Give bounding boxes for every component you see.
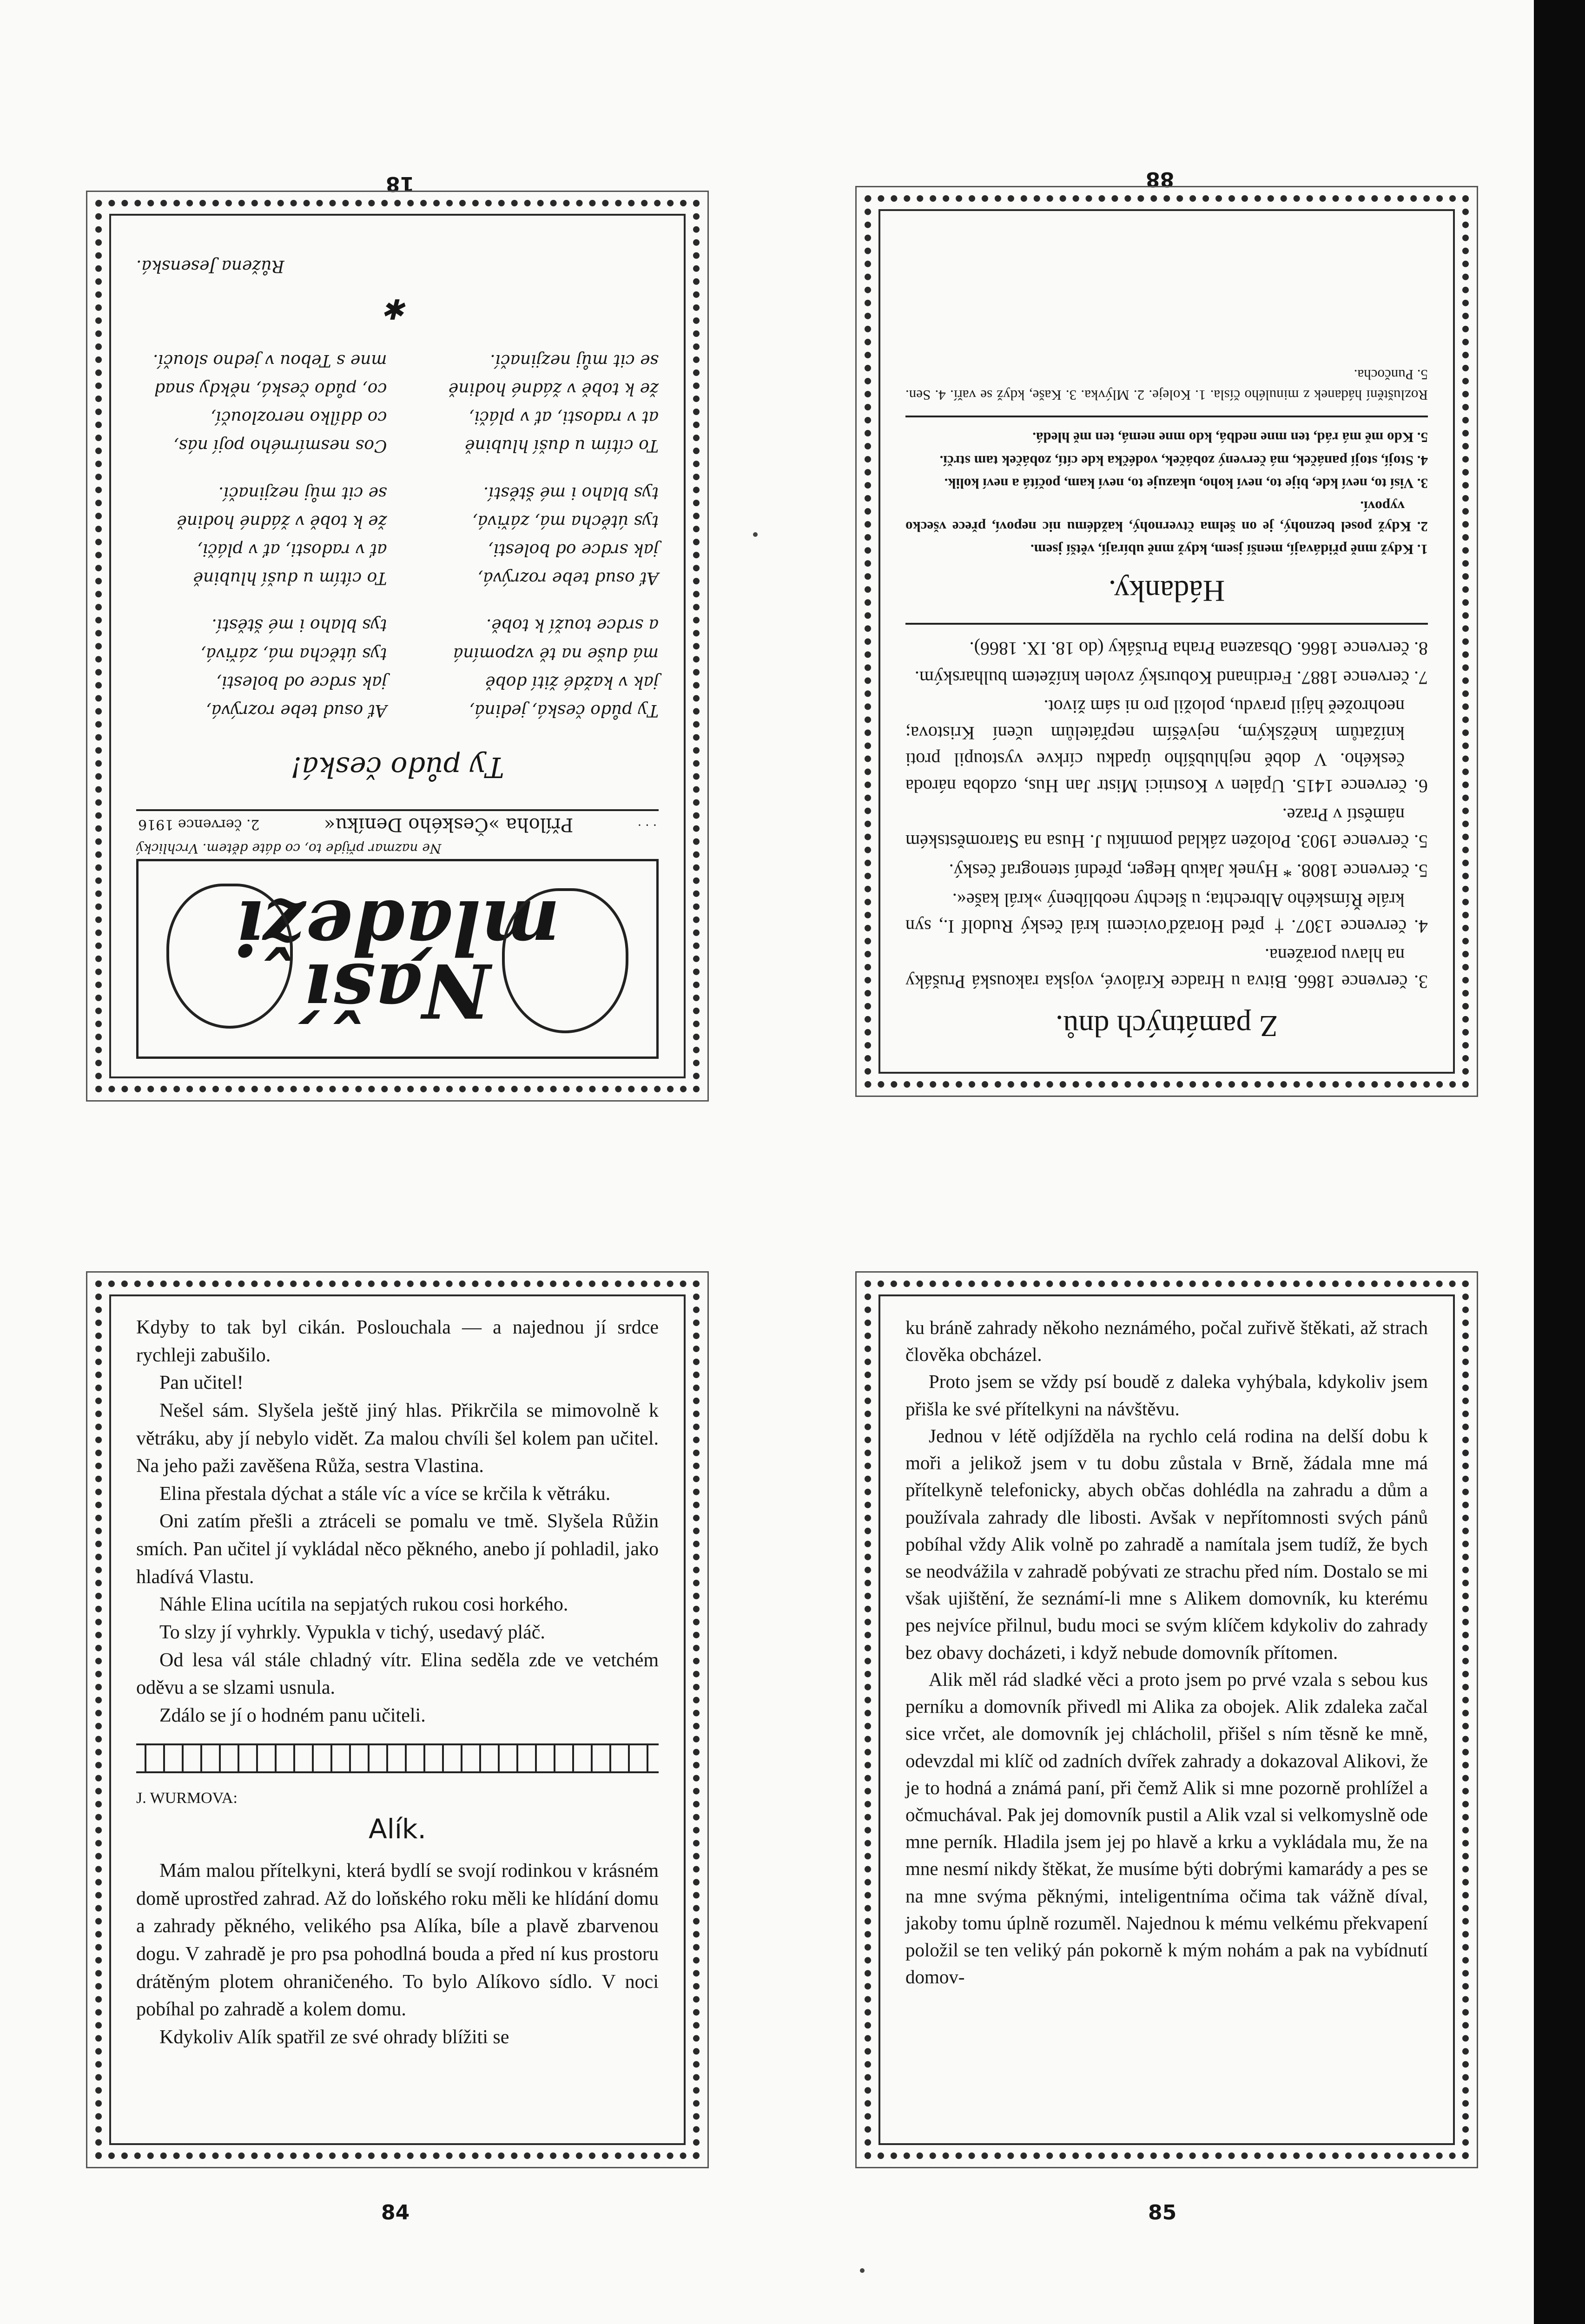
riddles-title: Hádanky.: [1108, 574, 1225, 608]
supplement-panel: [95, 200, 700, 1092]
memorial-item: 5. července 1808. * Hynek Jakub Heger, přední stenograf český.: [949, 860, 1428, 882]
story-text-left: Kdyby to tak byl cikán. Poslouchala — a najednou jí srdce rychleji zabušilo. Pan učitel! Nešel sám. Slyšela ještě jiný hlas. Přikrčila se mimovolně k větráku, aby jí nebylo vidět. Za malou chvíli šel kolem pan učitel. Na jeho paži zavěšena Růža, sestra Vlastina. Elina přestala dýchat a stále víc a více se krčila k větráku. Oni zatím přešli a ztráceli se pomalu ve tmě. Slyšela Růžin smích. Pan učitel jí vykládal něco pěkného, anebo jí pohladil, jako hladívá Vlastu. Náhle Elina ucítila na sepjatých rukou cosi horkého. To slzy jí vyhrkly. Vypukla v tichý, usedavý pláč. Od lesa vál stále chladný vítr. Elina seděla zde ve vetchém oděvu a se slzami usnula. Zdálo se jí o hodném panu učiteli. J. WURMOVA: Alík. Mám malou přítelkyni, která bydlí se svojí rodinkou v krásném domě uprostřed zahrad. Až do loňského roku měli ke hlídání domu a zahrady pěkného, velikého psa Alíka, bíle a plavě zbarvenou dogu. V zahradě je pro psa pohodlná bouda a před ní kus prostoru drátěným plotem ohraničeného. To bylo Alíkovo sídlo. V noci pobíhal po zahradě a kolem domu. Kdykoliv Alík spatřil ze své ohrady blížiti se: [136, 1317, 659, 2048]
page-number: 18: [386, 172, 415, 196]
riddle: 1. Když mně přidávají, menší jsem, když mně ubírají, větší jsem.: [1030, 541, 1428, 558]
memorial-panel: [865, 195, 1469, 1088]
poem-title: Ty půdo česká!: [291, 751, 504, 783]
memorial-item: 3. července 1866. Bitva u Hradce Králové, vojska rakouská Prušáky na hlavu poražena.: [905, 945, 1428, 993]
story-panel-left: [95, 1281, 700, 2159]
memorial-item: 4. července 1307. † před Horažďovicemi král český Rudolf I., syn krále Římského Albrechta; u šlechty neoblíbený »král kaše«.: [905, 889, 1428, 937]
supplement-date: 2. července 1916: [138, 816, 260, 833]
poem: [136, 252, 659, 791]
scan-speck: [860, 2268, 865, 2273]
scan-edge: [1534, 0, 1585, 2324]
section-rule: [905, 416, 1428, 417]
asterisk-ornament: ✱: [385, 292, 409, 325]
boy-portrait: [166, 884, 293, 1029]
riddle: 4. Stojí, stojí panáček, má červený zobáček, vodéčka kde cítí, zobáček tam strčí.: [939, 452, 1428, 469]
scan-speck: [753, 532, 758, 537]
supplement-label: Příloha »Českého Deníku«: [324, 814, 574, 835]
section-rule: [905, 623, 1428, 625]
supplement-subline: · · · Příloha »Českého Deníku« 2. července 1916: [136, 809, 659, 838]
story-panel-right: [865, 1281, 1469, 2159]
riddle: 5. Kdo mě má rád, ten mne nedbá, kdo mne nemá, ten mě hledá.: [1032, 429, 1428, 446]
memorial-title: Z památných dnů.: [1055, 1009, 1278, 1043]
memorial-item: 5. července 1903. Položen základ pomníku J. Husa na Staroměstském náměstí v Praze.: [905, 805, 1428, 852]
riddle: 2. Když posel beznohý, je on šelma čtvernohý, každému nic nepoví, přece všecko vypoví.: [905, 498, 1428, 535]
page-number: 88: [1146, 167, 1175, 191]
masthead: [136, 859, 659, 1059]
riddle: 3. Visí to, neví kde, bije to, neví koho, ukazuje to, neví kam, počítá a neví kolik.: [944, 475, 1428, 492]
poem-column-left: Ty půdo česká, jediná, jak v každé žití době má duše na tě vzpomíná a srdce touží k tobě. Ať osud tebe rozrývá, jak srdce od bolesti, tys útěcha má, zářivá, tys blaho i mé štěstí. To cítím u duší hlubině at v radosti, ať v pláči, že k tobě v žádné hodině se cit můj nezjinačí.: [448, 350, 659, 720]
girl-portrait: [502, 888, 628, 1033]
memorial-item: 8. července 1866. Obsazena Praha Prušáky (do 18. IX. 1866).: [969, 638, 1428, 659]
poem-column-right: Ať osud tebe rozrývá, jak srdce od bolesti, tys útěcha má, zářivá, tys blaho i mé štěstí. To cítím u duší hlubině ať v radosti, ať v pláči, že k tobě v žádné hodině se cit můj nezjinačí. Cos nesmírného pojí nás, co ddílko nerozloučí, co, půdo česká, někdy snad mne s Tebou v jedno sloučí.: [153, 350, 387, 720]
masthead-title: Naší mládeži: [235, 884, 560, 1034]
story-author: J. WURMOVA:: [136, 1789, 238, 1807]
story-text-right: ku bráně zahrady někoho neznámého, počal zuřivě štěkati, až strach člověka obcházel. Proto jsem se vždy psí boudě z daleka vyhýbala, kdykoliv jsem přišla ke své přítelkyni na návštěvu. Jednou v létě odjížděla na rychlo celá rodina na delší dobu k moři a jelikož jsem v tu dobu zůstala v Brně, žádala mne má přítelkyně telefonicky, abych občas dohlédla na zahradu a dům a používala zahrady dle libosti. Avšak v nepřítomnosti svých pánů pobíhal vždy Alik volně po zahradě a namítala jsem tudíž, že bych se neodvážila v zahradě pobývati ze strachu před ním. Dostalo se mi však ujištění, že seznámí-li mne s Alikem domovník, ku kterému pes nejvíce přilnul, budu moci se svým klíčem kdykoliv do zahrady bez obavy docházeti, i když nebude domovník přítomen. Alik měl rád sladké věci a proto jsem po prvé vzala s sebou kus perníku a domovník přivedl mi Alika za obojek. Alik zdaleka začal sice vrčet, ale domovník jej chlácholil, přišel s ním těsně ke mně, odevzdal mi klíč od zadních dvířek zahrady a dokazoval Alikovi, že je to hodná a známá paní, při čemž Alik si mne pozorně prohlížel a očmuchával. Pak jej domovník pustil a Alik vzal si velkomyslně ode mne perník. Hladila jsem jej po hlavě a krku a vykládala mu, že na mne nesmí nikdy štěkat, že musíme býti dobrými kamarády a pes se na mne svýma pěknými, inteligentníma očima tak vážně díval, jakoby tomu úplně rozuměl. Najednou k mému velkému překvapení položil se ten veliký pán pokorně k mým nohám a pak na vybídnutí domov-: [905, 1317, 1428, 1988]
page-number: 85: [1148, 2201, 1177, 2225]
poem-author: Růžena Jesenská.: [136, 256, 284, 276]
memorial-item: 6. července 1415. Upálen v Kostnici Mistr Jan Hus, ozdoba národa českého. V době nejhlubšího úpadku církve vystoupil proti knížatům kněžským, nejvěším nepřátelům učení Kristova; neohrožeě hájil pravdu, položil pro ni sám život.: [905, 696, 1428, 797]
motto: Ne nazmar přijde to, co dáte dětem. Vrchlický: [136, 841, 442, 856]
story-title: Alík.: [369, 1813, 426, 1845]
page-number: 84: [381, 2201, 410, 2225]
memorial-item: 7. července 1887. Ferdinand Koburský zvolen knížetem bulharským.: [914, 667, 1428, 688]
riddle-solutions: Rozluštění hádanek z minulého čísla. 1. Koleje. 2. Mlývka. 3. Kaše, když se vaří. 4. Sen. 5. Punčocha.: [905, 367, 1428, 403]
decorative-border: [136, 1743, 659, 1773]
